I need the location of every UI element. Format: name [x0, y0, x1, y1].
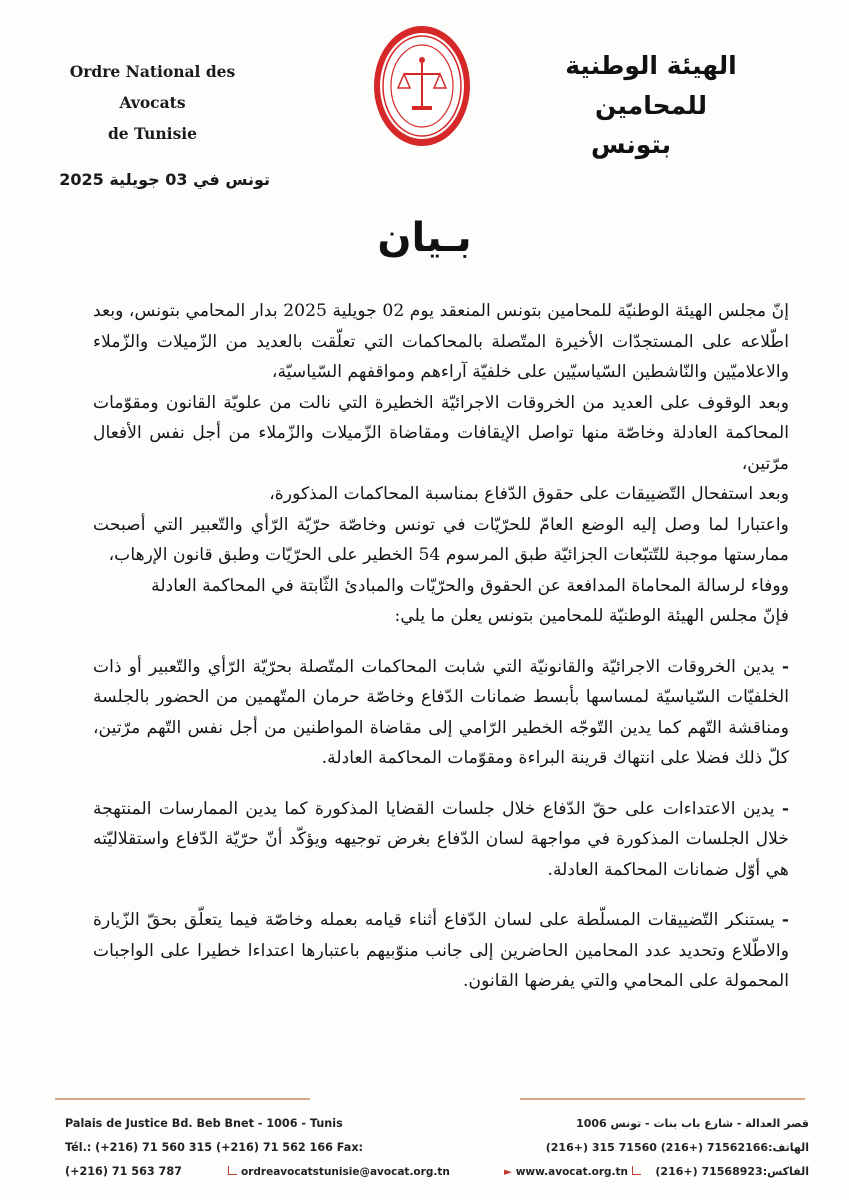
org-name-arabic-line2: بتونس	[591, 130, 671, 159]
list-item	[93, 905, 789, 997]
paragraph: وبعد استفحال التّضييقات على حقوق الدّفاع بمناسبة المحاكمات المذكورة،	[269, 484, 789, 504]
footer-rule-left	[55, 1098, 310, 1100]
statement-date: تونس في 03 جويلية 2025	[59, 170, 270, 189]
org-name-arabic-line1: الهيئة الوطنية للمحامين	[565, 51, 737, 120]
corner-mark-icon	[632, 1166, 641, 1175]
footer-email-text[interactable]: ordreavocatstunisie@avocat.org.tn	[241, 1166, 450, 1178]
list-item-text: يستنكر التّضييقات المسلّطة على لسان الدّفاع أثناء قيامه بعمله وخاصّة فيما يتعلّق بحقّ الزّيارة والاطّلاع وتحديد عدد المحامين الحاضرين إلى جانب منوّبيهم باعتبارها اعتداءا خطيرا على الواجبات المحمولة على المحامي والتي يفرضها القانون.	[93, 910, 789, 991]
footer-phone-french: Tél.: (+216) 71 560 315 (+216) 71 562 166 Fax: (+216) 71 563 787	[65, 1141, 364, 1178]
footer-phone-arabic: الهاتف:71562166 (+216) 71560 315 (+216) الفاكس:71568923 (+216)	[545, 1141, 809, 1178]
statement-title: بـيان	[377, 215, 472, 261]
bullet: -	[781, 910, 789, 930]
footer-rule-right	[520, 1098, 805, 1100]
list-item-text: يدين الخروقات الاجرائيّة والقانونيّة التي شابت المحاكمات المتّصلة بحرّيّة الرّأي والتّعبير أو ذات الخلفيّات السّياسيّة لمساسها بأبسط ضمانات الدّفاع وخاصّة حرمان المتّهمين من الحضور بالجلسة ومناقشة التّهم كما يدين التّوجّه الخطير الرّامي إلى مقاضاة المواطنين من أجل نفس التّهم مرّتين، كلّ ذلك فضلا على انتهاك قرينة البراءة ومقوّمات المحاكمة العادلة.	[93, 656, 789, 768]
paragraph: إنّ مجلس الهيئة الوطنيّة للمحامين بتونس المنعقد يوم 02 جويلية 2025 بدار المحامي بتونس، وبعد اطّلاعه على المستجدّات الأخيرة المتّصلة بالمحاكمات التي تعلّقت بالعديد من الزّميلات والزّملاء والاعلاميّين والنّاشطين السّياسيّين على خلفيّة آراءهم ومواقفهم السّياسيّة،	[93, 301, 789, 382]
footer-website-text[interactable]: www.avocat.org.tn	[515, 1166, 629, 1178]
paragraph: فإنّ مجلس الهيئة الوطنيّة للمحامين بتونس يعلن ما يلي:	[394, 606, 789, 626]
org-name-french-line2: de Tunisie	[107, 124, 198, 143]
bar-association-emblem-icon	[370, 22, 474, 150]
list-item-text: يدين الاعتداءات على حقّ الدّفاع خلال جلسات القضايا المذكورة كما يدين الممارسات المنتهجة خلال الجلسات المذكورة في مواجهة لسان الدّفاع بغرض توجيهه ويؤكّد أنّ حرّيّة الدّفاع واستقلاليّته هي أوّل ضمانات المحاكمة العادلة.	[93, 798, 789, 880]
footer-website[interactable]	[504, 1166, 645, 1178]
footer-email[interactable]	[228, 1166, 450, 1178]
paragraph: وبعد الوقوف على العديد من الخروقات الاجرائيّة الخطيرة التي نالت من علويّة القانون ومقوّمات المحاكمة العادلة وخاصّة منها تواصل الإيقافات ومقاضاة الزّميلات والزّملاء من أجل نفس الأفعال مرّتين،	[93, 392, 789, 474]
footer-address-french: Palais de Justice Bd. Beb Bnet - 1006 - Tunis	[65, 1117, 343, 1130]
org-name-french-line1: Ordre National des Avocats	[69, 62, 236, 112]
paragraph: ووفاء لرسالة المحاماة المدافعة عن الحقوق والحرّيّات والمبادئ الثّابتة في المحاكمة العادلة	[151, 575, 789, 596]
footer-address-arabic: قصر العدالة - شارع باب بنات - تونس 1006	[576, 1117, 809, 1130]
arrow-right-icon: ►	[504, 1166, 513, 1178]
list-item	[93, 652, 789, 774]
bullet: -	[781, 656, 789, 677]
corner-mark-icon	[228, 1166, 237, 1175]
statement-body	[93, 296, 789, 997]
list-item	[93, 794, 789, 886]
bullet: -	[781, 798, 789, 819]
org-name-french	[40, 56, 265, 149]
org-name-arabic	[511, 46, 791, 164]
paragraph: واعتبارا لما وصل إليه الوضع العامّ للحرّيّات في تونس وخاصّة حرّيّة الرّأي والتّعبير التي أصبحت ممارستها موجبة للتّتبّعات الجزائيّة طبق المرسوم 54 الخطير على الحرّيّات وطبق قانون الإرهاب،	[93, 514, 789, 565]
